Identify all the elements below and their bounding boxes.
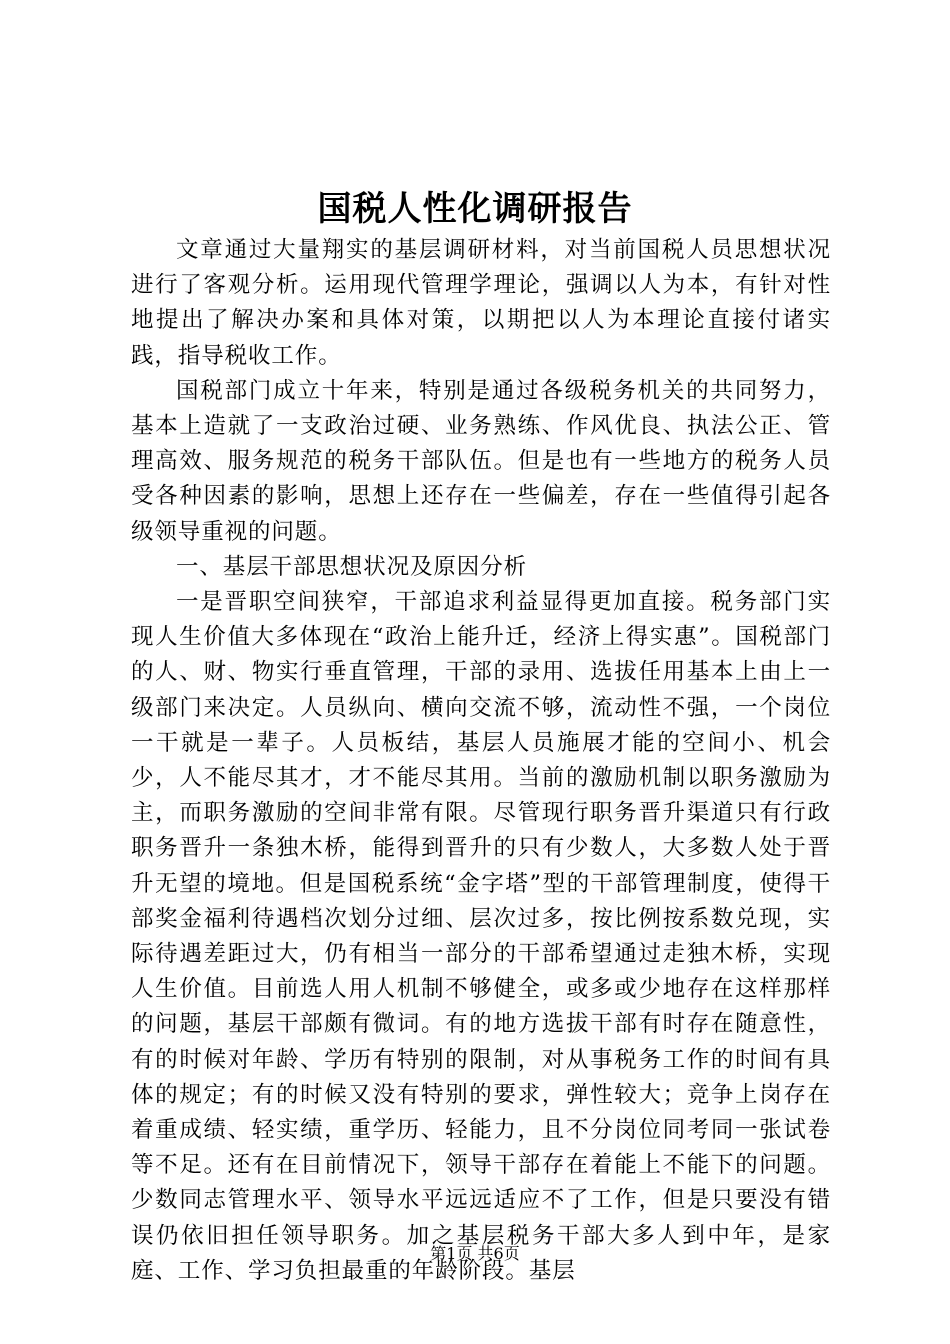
- section-heading: 一、基层干部思想状况及原因分析: [176, 553, 528, 580]
- paragraph-point-one: 一是晋职空间狭窄，干部追求利益显得更加直接。税务部门实现人生价值大多体现在“政治上能升迁，经济上得实惠”。国税部门的人、财、物实行垂直管理，干部的录用、选拔任用基本上由上一级部门来决定。人员纵向、横向交流不够，流动性不强，一个岗位一干就是一辈子。人员板结，基层人员施展才能的空间小、机会少，人不能尽其才，才不能尽其用。当前的激励机制以职务激励为主，而职务激励的空间非常有限。尽管现行职务晋升渠道只有行政职务晋升一条独木桥，能得到晋升的只有少数人，大多数人处于晋升无望的境地。但是国税系统“金字塔”型的干部管理制度，使得干部奖金福利待遇档次划分过细、层次过多，按比例按系数兑现，实际待遇差距过大，仍有相当一部分的干部希望通过走独木桥，实现人生价值。目前选人用人机制不够健全，或多或少地存在这样那样的问题，基层干部颇有微词。有的地方选拔干部有时存在随意性，有的时候对年龄、学历有特别的限制，对从事税务工作的时间有具体的规定；有的时候又没有特别的要求，弹性较大；竞争上岗存在着重成绩、轻实绩，重学历、轻能力，且不分岗位同考同一张试卷等不足。还有在目前情况下，领导干部存在着能上不能下的问题。少数同志管理水平、领导水平远远适应不了工作，但是只要没有错误仍依旧担任领导职务。加之基层税务干部大多人到中年，是家庭、工作、学习负担最重的年龄阶段。基层: [131, 589, 831, 1284]
- document-title: 国税人性化调研报告: [317, 189, 633, 229]
- paragraph-abstract: 文章通过大量翔实的基层调研材料，对当前国税人员思想状况进行了客观分析。运用现代管理学理论，强调以人为本，有针对性地提出了解决办案和具体对策，以期把以人为本理论直接付诸实践，指导税收工作。: [131, 237, 831, 369]
- document-body: [131, 233, 831, 1289]
- paragraph-intro: 国税部门成立十年来，特别是通过各级税务机关的共同努力，基本上造就了一支政治过硬、业务熟练、作风优良、执法公正、管理高效、服务规范的税务干部队伍。但是也有一些地方的税务人员受各种因素的影响，思想上还存在一些偏差，存在一些值得引起各级领导重视的问题。: [131, 377, 831, 545]
- page-number-footer: 第1页 共6页: [430, 1244, 520, 1263]
